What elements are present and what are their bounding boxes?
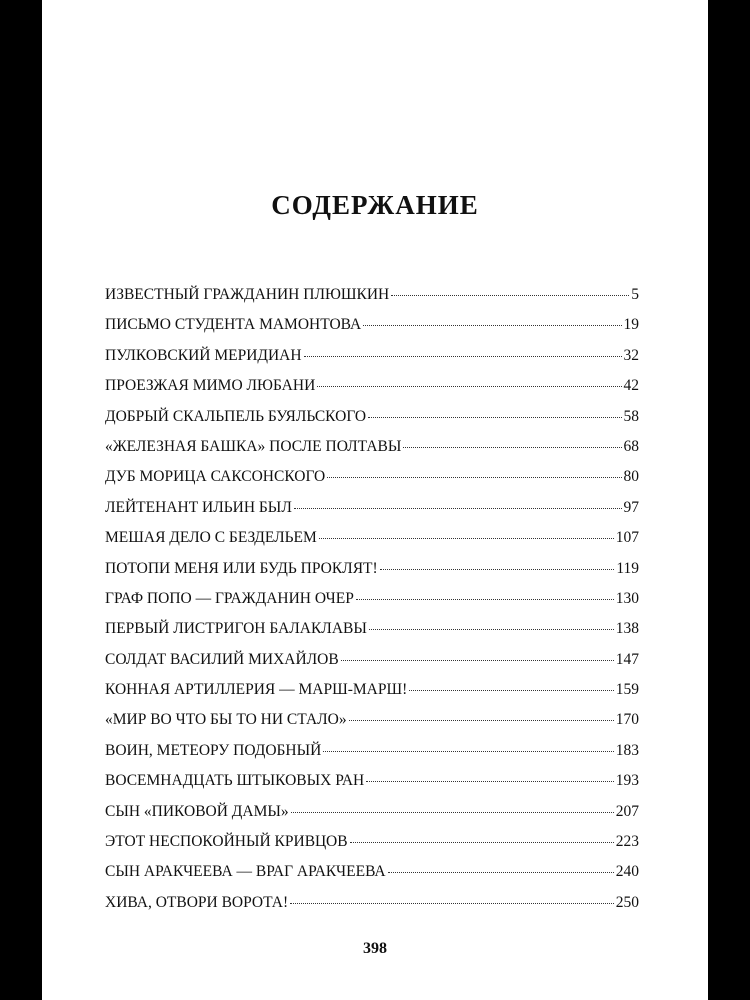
toc-entry-page: 240	[615, 863, 639, 881]
toc-entry	[105, 681, 639, 711]
toc-entry-title: ГРАФ ПОПО — ГРАЖДАНИН ОЧЕР	[105, 589, 354, 607]
toc-entry-title: ПУЛКОВСКИЙ МЕРИДИАН	[105, 346, 302, 364]
toc-leader-dots	[368, 417, 621, 418]
toc-entry-page: 119	[616, 559, 639, 577]
toc-entry-page: 5	[631, 286, 639, 303]
toc-entry-title: ПИСЬМО СТУДЕНТА МАМОНТОВА	[105, 316, 362, 334]
toc-entry-page: 107	[615, 529, 639, 547]
toc-entry	[105, 408, 639, 438]
toc-leader-dots	[290, 903, 614, 904]
toc-entry-title: СЫН АРАКЧЕЕВА — ВРАГ АРАКЧЕЕВА	[105, 863, 386, 881]
toc-entry	[105, 803, 639, 833]
toc-leader-dots	[291, 812, 614, 813]
toc-entry-title: ХИВА, ОТВОРИ ВОРОТА!	[105, 893, 289, 911]
book-page	[42, 0, 708, 1000]
toc-entry-title: ДОБРЫЙ СКАЛЬПЕЛЬ БУЯЛЬСКОГО	[105, 407, 367, 425]
toc-entry	[105, 438, 639, 468]
toc-entry	[105, 590, 639, 620]
toc-leader-dots	[369, 629, 614, 630]
toc-entry-page: 138	[615, 620, 639, 638]
toc-entry-page: 159	[615, 681, 639, 699]
toc-entry-page: 19	[623, 316, 639, 334]
toc-leader-dots	[356, 599, 614, 600]
toc-leader-dots	[317, 386, 621, 387]
toc-leader-dots	[294, 508, 622, 509]
toc-entry-title: СОЛДАТ ВАСИЛИЙ МИХАЙЛОВ	[105, 650, 339, 668]
toc-leader-dots	[388, 872, 614, 873]
toc-entry-page: 80	[623, 468, 639, 486]
toc-entry-page: 130	[615, 589, 639, 607]
toc-entry-page: 58	[623, 407, 639, 425]
toc-leader-dots	[363, 325, 621, 326]
page-number: 398	[363, 940, 387, 957]
table-of-contents	[105, 286, 639, 924]
toc-leader-dots	[403, 447, 621, 448]
toc-leader-dots	[380, 569, 615, 570]
toc-entry	[105, 620, 639, 650]
toc-entry-title: ЛЕЙТЕНАНТ ИЛЬИН БЫЛ	[105, 498, 292, 516]
toc-entry	[105, 347, 639, 377]
toc-entry-title: «МИР ВО ЧТО БЫ ТО НИ СТАЛО»	[105, 711, 347, 729]
toc-leader-dots	[409, 690, 613, 691]
toc-entry-title: «ЖЕЛЕЗНАЯ БАШКА» ПОСЛЕ ПОЛТАВЫ	[105, 437, 402, 455]
toc-leader-dots	[327, 477, 621, 478]
toc-entry-title: МЕШАЯ ДЕЛО С БЕЗДЕЛЬЕМ	[105, 529, 317, 547]
toc-entry-title: КОННАЯ АРТИЛЛЕРИЯ — МАРШ-МАРШ!	[105, 681, 408, 699]
toc-leader-dots	[349, 720, 614, 721]
toc-entry	[105, 772, 639, 802]
toc-entry-page: 207	[615, 802, 639, 820]
toc-entry-title: ПРОЕЗЖАЯ МИМО ЛЮБАНИ	[105, 377, 316, 395]
toc-entry	[105, 863, 639, 893]
toc-leader-dots	[304, 356, 622, 357]
toc-entry-page: 193	[615, 772, 639, 790]
toc-entry	[105, 742, 639, 772]
toc-entry-page: 147	[615, 650, 639, 668]
toc-entry	[105, 560, 639, 590]
toc-entry-page: 170	[615, 711, 639, 729]
toc-entry	[105, 529, 639, 559]
toc-entry-title: ПЕРВЫЙ ЛИСТРИГОН БАЛАКЛАВЫ	[105, 620, 367, 638]
toc-leader-dots	[391, 295, 629, 296]
toc-entry-title: СЫН «ПИКОВОЙ ДАМЫ»	[105, 802, 289, 820]
toc-entry-title: ВОИН, МЕТЕОРУ ПОДОБНЫЙ	[105, 741, 322, 759]
toc-entry	[105, 833, 639, 863]
toc-entry-page: 183	[615, 741, 639, 759]
toc-entry	[105, 651, 639, 681]
toc-entry-title: ВОСЕМНАДЦАТЬ ШТЫКОВЫХ РАН	[105, 772, 365, 790]
toc-entry-page: 223	[615, 833, 639, 851]
toc-leader-dots	[319, 538, 614, 539]
toc-entry	[105, 894, 639, 924]
toc-entry-page: 250	[615, 893, 639, 911]
toc-entry-page: 68	[623, 437, 639, 455]
toc-entry-page: 42	[623, 377, 639, 395]
toc-leader-dots	[366, 781, 613, 782]
toc-entry	[105, 468, 639, 498]
toc-entry	[105, 377, 639, 407]
toc-entry-title: ЭТОТ НЕСПОКОЙНЫЙ КРИВЦОВ	[105, 833, 348, 851]
toc-entry	[105, 711, 639, 741]
toc-leader-dots	[350, 842, 614, 843]
toc-entry-page: 32	[623, 346, 639, 364]
toc-entry	[105, 286, 639, 316]
toc-leader-dots	[323, 751, 613, 752]
toc-entry-title: ДУБ МОРИЦА САКСОНСКОГО	[105, 468, 326, 486]
toc-entry-title: ИЗВЕСТНЫЙ ГРАЖДАНИН ПЛЮШКИН	[105, 286, 390, 303]
toc-entry	[105, 499, 639, 529]
page-title: СОДЕРЖАНИЕ	[271, 190, 479, 220]
toc-leader-dots	[341, 660, 614, 661]
toc-entry-page: 97	[623, 498, 639, 516]
toc-entry-title: ПОТОПИ МЕНЯ ИЛИ БУДЬ ПРОКЛЯТ!	[105, 559, 378, 577]
toc-entry	[105, 316, 639, 346]
